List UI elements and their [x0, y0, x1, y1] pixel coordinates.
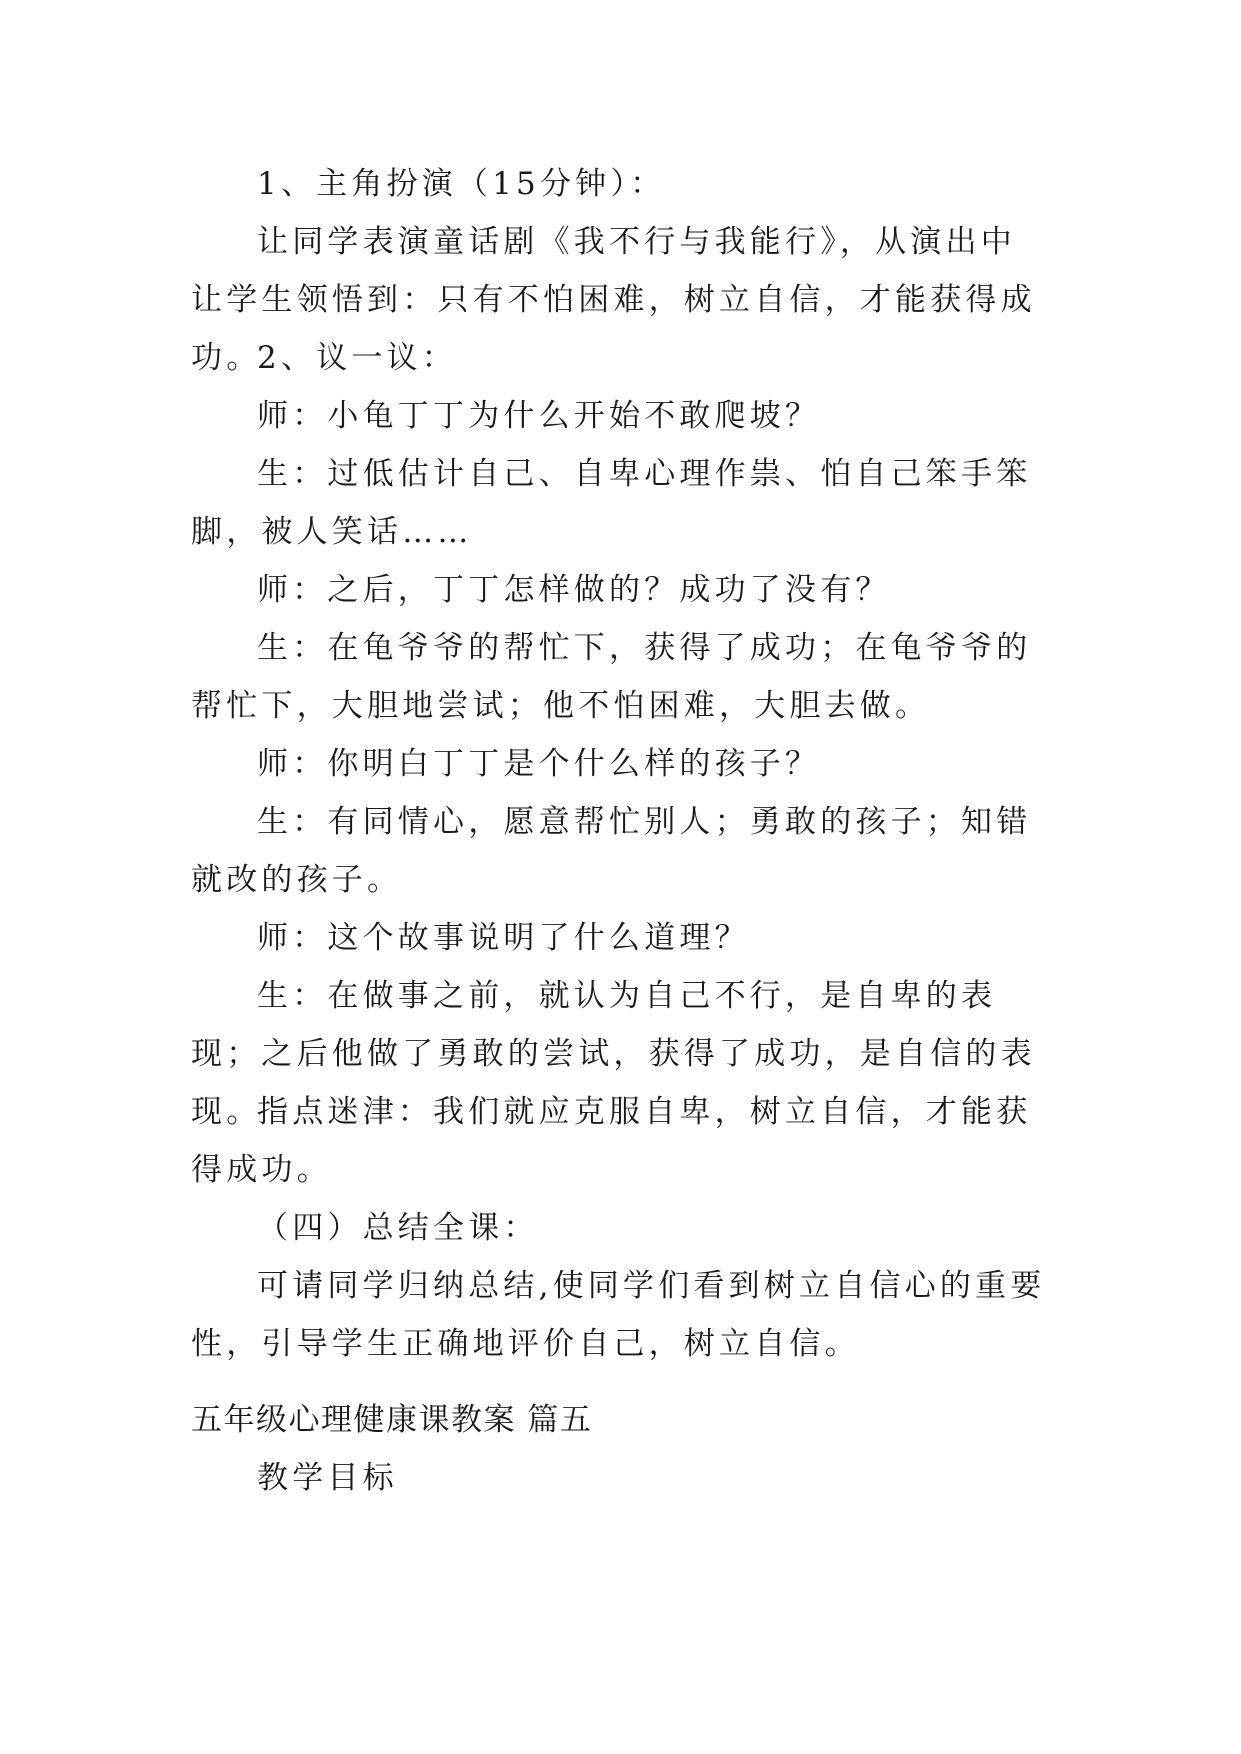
- paragraph-drama: 让同学表演童话剧《我不行与我能行》，从演出中让学生领悟到：只有不怕困难，树立自信，才能获得成功。: [191, 224, 1036, 376]
- paragraph-teacher-q1: 师：小龟丁丁为什么开始不敢爬坡？: [257, 398, 821, 434]
- paragraph-teacher-q3: 师：你明白丁丁是个什么样的孩子？: [257, 746, 821, 782]
- paragraph-student-a4: 生：在做事之前，就认为自己不行，是自卑的表现；之后他做了勇敢的尝试，获得了成功，是自信的表现。: [191, 978, 1036, 1130]
- paragraph-summary-heading: （四）总结全课：: [257, 1210, 539, 1246]
- paragraph-summary: 可请同学归纳总结,使同学们看到树立自信心的重要性，引导学生正确地评价自己，树立自信。: [191, 1268, 1046, 1362]
- paragraph-guidance: 指点迷津：我们就应克服自卑，树立自信，才能获得成功。: [191, 1094, 1032, 1188]
- subheading-objectives: 教学目标: [257, 1460, 398, 1496]
- paragraph-student-a3: 生：有同情心，愿意帮忙别人；勇敢的孩子；知错就改的孩子。: [191, 804, 1032, 898]
- section-title: 五年级心理健康课教案 篇五: [191, 1402, 593, 1438]
- paragraph-teacher-q4: 师：这个故事说明了什么道理？: [257, 920, 750, 956]
- paragraph-discuss: 2、议一议：: [257, 340, 457, 376]
- paragraph-student-a1: 生：过低估计自己、自卑心理作祟、怕自己笨手笨脚，被人笑话……: [191, 456, 1032, 550]
- paragraph-role-play: 1、主角扮演（15分钟）：: [257, 166, 666, 202]
- paragraph-student-a2: 生：在龟爷爷的帮忙下，获得了成功；在龟爷爷的帮忙下，大胆地尝试；他不怕困难，大胆去做。: [191, 630, 1032, 724]
- paragraph-teacher-q2: 师：之后，丁丁怎样做的？成功了没有？: [257, 572, 891, 608]
